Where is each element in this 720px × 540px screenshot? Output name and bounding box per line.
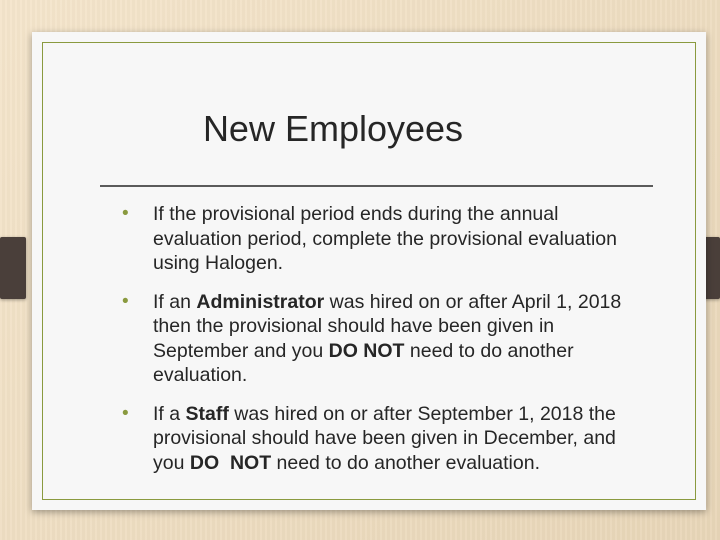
left-decorative-tab [0,237,26,299]
bullet-text [153,403,616,474]
bullet-text-segment: need to do another evaluation. [153,339,574,386]
slide-card [32,32,706,510]
bullet-icon: • [122,402,129,424]
bullet-text [153,203,617,274]
bullet-item [122,402,642,476]
slide-title [32,108,706,150]
bullet-text-bold: Staff [185,402,229,425]
title-divider [100,185,653,187]
bullet-text-bold: Administrator [196,290,325,313]
bullet-text-bold: DO NOT [328,339,405,362]
bullet-text-segment: was hired on or after April 1, 2018 then the provisional should have been given in September and you [153,290,622,362]
bullet-text-segment: need to do another evaluation. [271,451,540,474]
bullet-text-segment: If an [153,290,197,313]
bullet-text-segment: If the provisional period ends during the annual evaluation period, complete the provisional evaluation using Halogen. [153,203,617,274]
bullet-icon: • [122,203,129,224]
bullet-text-bold: DO NOT [189,451,272,474]
bullet-item [122,290,642,388]
bullet-text [153,291,621,387]
bullet-text-segment: If a [153,402,186,425]
bullet-item [122,202,642,276]
bullet-text-segment: was hired on or after September 1, 2018 the provisional should have been given in December, and you [153,402,616,474]
slide-title-text: New Employees [202,108,464,149]
bullet-list [122,202,642,475]
bullet-icon: • [122,290,129,312]
